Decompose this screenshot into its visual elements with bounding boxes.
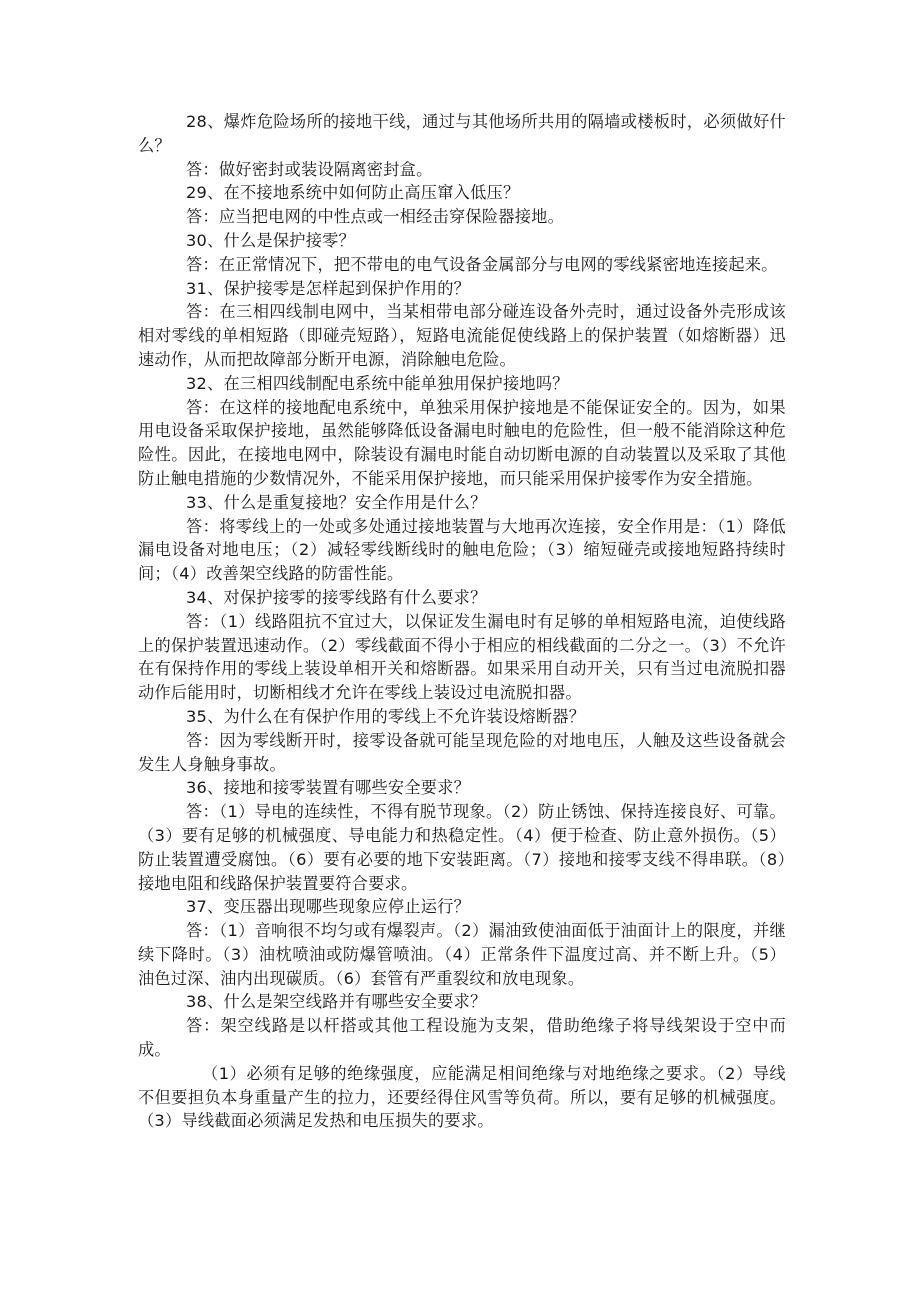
question-34: 34、对保护接零的接零线路有什么要求？ [186, 587, 487, 607]
answer-37: 答：（1）音响很不均匀或有爆裂声。（2）漏油致使油面低于油面计上的限度，并继续下降时。（3）油枕喷油或防爆管喷油。（4）正常条件下温度过高、并不断上升。（5）油色过深、油内出现碳质。（6）套管有严重裂纹和放电现象。 [138, 921, 786, 988]
answer-33: 答：将零线上的一处或多处通过接地装置与大地再次连接，安全作用是：（1）降低漏电设备对地电压；（2）减轻零线断线时的触电危险；（3）缩短碰壳或接地短路持续时间；（4）改善架空线路的防雷性能。 [138, 516, 786, 584]
question-32: 32、在三相四线制配电系统中能单独用保护接地吗？ [186, 373, 569, 393]
question-30: 30、什么是保护接零？ [186, 230, 356, 250]
answer-38: 答：架空线路是以杆搭或其他工程设施为支架，借助绝缘子将导线架设于空中而成。 [138, 1016, 786, 1060]
answer-34: 答：（1）线路阻抗不宜过大，以保证发生漏电时有足够的单相短路电流，迫使线路上的保护装置迅速动作。（2）零线截面不得小于相应的相线截面的二分之一。（3）不允许在有保持作用的零线上装设单相开关和熔断器。如果采用自动开关，只有当过电流脱扣器动作后能用时，切断相线才允许在零线上装设过电流脱扣器。 [138, 611, 786, 703]
document-page [138, 110, 786, 1133]
question-29: 29、在不接地系统中如何防止高压窜入低压？ [186, 183, 520, 203]
answer-32: 答：在这样的接地配电系统中，单独采用保护接地是不能保证安全的。因为，如果用电设备采取保护接地，虽然能够降低设备漏电时触电的危险性，但一般不能消除这种危险性。因此，在接地电网中，除装设有漏电时能自动切断电源的自动装置以及采取了其他防止触电措施的少数情况外，不能采用保护接地，而只能采用保护接零作为安全措施。 [138, 397, 786, 488]
question-38: 38、什么是架空线路并有哪些安全要求？ [186, 992, 487, 1012]
answer-28: 答：做好密封或装设隔离密封盒。 [186, 159, 433, 179]
question-28: 28、爆炸危险场所的接地干线，通过与其他场所共用的隔墙或楼板时，必须做好什么？ [138, 112, 786, 155]
answer-30: 答：在正常情况下，把不带电的电气设备金属部分与电网的零线紧密地连接起来。 [186, 254, 778, 274]
answer-35: 答：因为零线断开时，接零设备就可能呈现危险的对地电压，人触及这些设备就会发生人身触身事故。 [138, 730, 786, 774]
question-35: 35、为什么在有保护作用的零线上不允许装设熔断器？ [186, 706, 586, 726]
question-37: 37、变压器出现哪些现象应停止运行？ [186, 897, 471, 917]
question-31: 31、保护接零是怎样起到保护作用的？ [186, 278, 471, 298]
answer-36: 答：（1）导电的连续性，不得有脱节现象。（2）防止锈蚀、保持连接良好、可靠。（3）要有足够的机械强度、导电能力和热稳定性。（4）便于检查、防止意外损伤。（5）防止装置遭受腐蚀。（6）要有必要的地下安装距离。（7）接地和接零支线不得串联。（8）接地电阻和线路保护装置要符合要求。 [138, 802, 786, 893]
answer-29: 答：应当把电网的中性点或一相经击穿保险器接地。 [186, 207, 565, 227]
answer-38-requirements: （1）必须有足够的绝缘强度，应能满足相间绝缘与对地绝缘之要求。（2）导线不但要担负本身重量产生的拉力，还要经得住风雪等负荷。所以，要有足够的机械强度。（3）导线截面必须满足发热和电压损失的要求。 [138, 1063, 786, 1131]
question-33: 33、什么是重复接地？安全作用是什么？ [186, 492, 487, 512]
answer-31: 答：在三相四线制电网中，当某相带电部分碰连设备外壳时，通过设备外壳形成该相对零线的单相短路（即碰壳短路），短路电流能促使线路上的保护装置（如熔断器）迅速动作，从而把故障部分断开电源，消除触电危险。 [138, 302, 786, 369]
question-36: 36、接地和接零装置有哪些安全要求？ [186, 778, 471, 798]
